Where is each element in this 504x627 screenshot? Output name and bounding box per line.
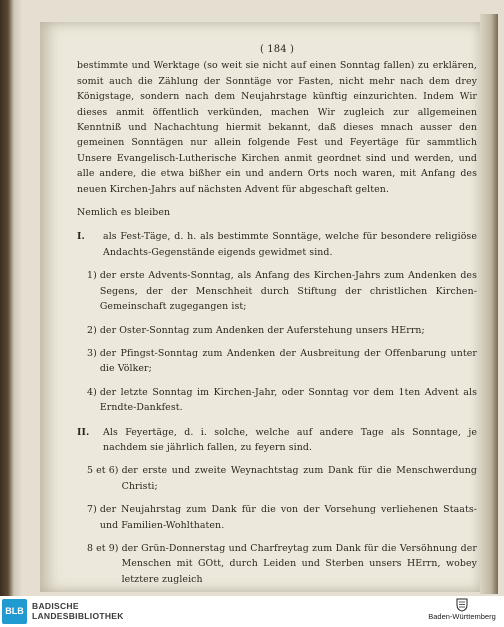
list-item [77,541,477,587]
item-number: 7) [87,504,97,516]
library-name-line1: BADISCHE [32,601,79,611]
list-item [77,323,477,338]
item-number: 5 et 6) [87,465,119,477]
item-text: der Grün-Donnerstag und Charfreytag zum Dank für die Versöhnung der Menschen mit GOtt, durch Leiden und Sterben unsers HErrn, wobey letztere zugleich [121,542,477,585]
bw-logo[interactable] [424,598,500,626]
intro-paragraph: bestimmte und Werktage (so weit sie nicht auf einen Sonntag fallen) zu erklären, somit auch die Zählung der Sonntäge vor Fasten, nicht mehr nach dem drey Königstage, sondern nach dem Neujahrstage künftig einzurichten. Indem Wir dieses anmit öffentlich verkünden, machen Wir zugleich zur allgemeinen Kenntniß und Nachachtung hiermit bekannt, daß dieses mnach ausser den gemeinen Sonntägen nur allein folgende Fest und Feyertäge für sammtlich Unsere Evangelisch-Lutherische Kirchen anmit geordnet sind und werden, und alle andere, die etwa bißher ein und andern Orts noch waren, mit Anfang des neuen Kirchen-Jahrs auf nächsten Advent für abgeschaft gelten. [77,60,477,195]
page-text [77,42,477,587]
item-text: der Oster-Sonntag zum Andenken der Auferstehung unsers HErrn; [99,324,425,336]
item-text: der Neujahrstag zum Dank für die von der Vorsehung verliehenen Staats- und Familien-Wohlthaten. [99,504,477,531]
list-item [77,346,477,377]
list-item [77,502,477,533]
section-number: I. [77,231,85,243]
page-number: ( 184 ) [260,44,294,55]
section-heading: Als Feyertäge, d. i. solche, welche auf andere Tage als Sonntage, je nachdem sie jährlich fallen, zu feyern sind. [103,426,477,453]
book-page [40,22,480,592]
library-name[interactable] [32,601,124,621]
coat-of-arms-icon [455,598,469,612]
section-number: II. [77,426,90,438]
item-number: 2) [87,324,97,336]
item-text: der Pfingst-Sonntag zum Andenken der Ausbreitung der Offenbarung unter die Völker; [99,347,477,375]
section-1 [77,229,477,260]
nemlich-line: Nemlich es bleiben [77,207,171,219]
item-number: 3) [87,347,97,359]
item-number: 8 et 9) [87,542,119,554]
section-heading: als Fest-Täge, d. h. als bestimmte Sonntäge, welche für besondere religiöse Andachts-Gegenstände eigends gewidmet sind. [103,231,477,258]
section-2 [77,425,477,456]
list-item [77,385,477,416]
footer-bar [0,596,504,627]
item-number: 4) [87,386,97,398]
item-number: 1) [87,270,97,282]
item-text: der letzte Sonntag im Kirchen-Jahr, oder Sonntag vor dem 1ten Advent als Erndte-Dankfest. [99,386,477,414]
list-item [77,463,477,494]
blb-logo-icon[interactable]: BLB [2,599,27,624]
list-item [77,268,477,314]
item-text: der erste Advents-Sonntag, als Anfang des Kirchen-Jahrs zum Andenken des Segens, der der Menschheit durch Stiftung der christlichen Kirchen-Gemeinschaft zugegangen ist; [99,270,477,313]
item-text: der erste und zweite Weynachtstag zum Dank für die Menschwerdung Christi; [121,465,477,492]
page-edges [480,14,498,594]
bw-label: Baden-Württemberg [428,612,496,621]
library-name-line2: LANDESBIBLIOTHEK [32,611,124,621]
